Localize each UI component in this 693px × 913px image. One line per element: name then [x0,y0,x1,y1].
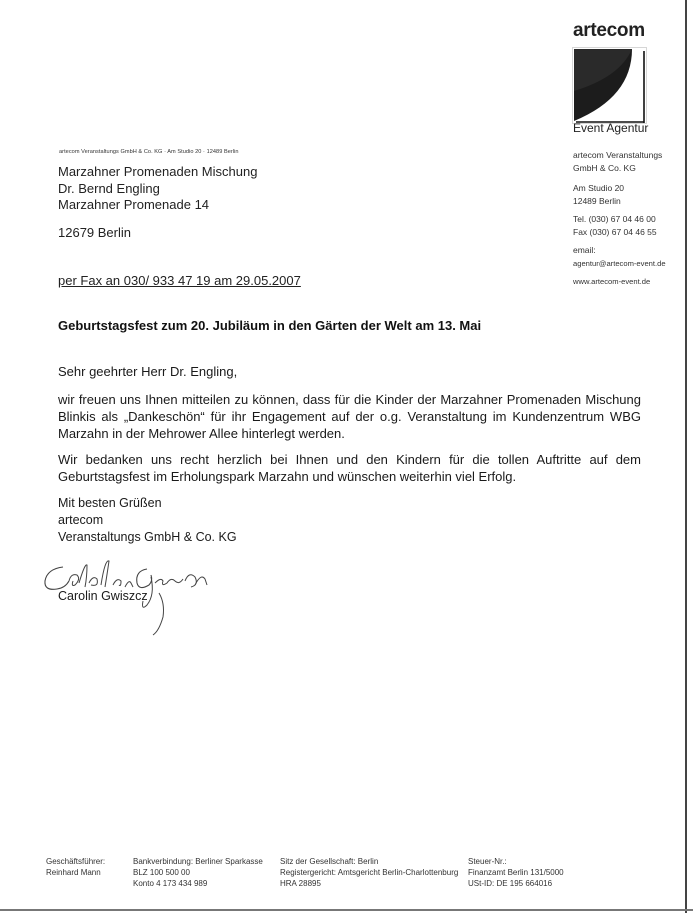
company-street: Am Studio 20 [573,183,625,193]
letter-paragraph-2: Wir bedanken uns recht herzlich bei Ihnen und den Kindern für die tollen Auftritte auf dem Geburtstagsfest im Erholungspark Marzahn und wünschen weiterhin viel Erfolg. [58,452,641,484]
company-email: agentur@artecom-event.de [573,259,666,268]
letter-subject: Geburtstagsfest zum 20. Jubiläum in den Gärten der Welt am 13. Mai [58,318,482,333]
company-name-line2: GmbH & Co. KG [573,163,636,173]
letter-paragraph-1: wir freuen uns Ihnen mitteilen zu können, dass für die Kinder der Marzahner Promenaden Mischung Blinkis als „Dankeschön“ für ihr Engagement auf der o.g. Veranstaltung im Kundenzentrum WBG Marzahn in der Mehrower Allee hinterlegt werden. [58,392,641,441]
recipient-street: Marzahner Promenade 14 [58,197,210,212]
footer-management-name: Reinhard Mann [46,868,101,877]
footer-registration [280,856,458,889]
footer-bank-code: BLZ 100 500 00 [133,868,190,877]
company-website: www.artecom-event.de [573,277,651,286]
footer-bank-label: Bankverbindung: Berliner Sparkasse [133,857,263,866]
scan-edge-bottom [0,909,693,911]
company-logo-mark [572,47,647,124]
closing-company-full: Veranstaltungs GmbH & Co. KG [58,530,237,544]
company-name-line1: artecom Veranstaltungs [573,150,663,160]
company-logo-wordmark: artecom [573,20,645,41]
footer-hrb: HRA 28895 [280,879,321,888]
company-fax: Fax (030) 67 04 46 55 [573,227,657,237]
footer-tax-office: Finanzamt Berlin 131/5000 [468,868,564,877]
company-phone: Tel. (030) 67 04 46 00 [573,214,656,224]
closing-greeting: Mit besten Grüßen [58,496,162,510]
footer-tax [468,856,564,889]
footer-court: Registergericht: Amtsgericht Berlin-Charlottenburg [280,868,459,877]
footer-bank [133,856,263,889]
footer-tax-label: Steuer-Nr.: [468,857,507,866]
recipient-name: Marzahner Promenaden Mischung [58,164,258,179]
closing-company: artecom [58,513,104,527]
footer-vat-id: USt-ID: DE 195 664016 [468,879,553,888]
recipient-city: 12679 Berlin [58,225,131,240]
scan-edge-right [685,0,687,913]
footer-management [46,856,105,878]
fax-transmission-line: per Fax an 030/ 933 47 19 am 29.05.2007 [58,273,301,288]
sender-return-address: artecom Veranstaltungs GmbH & Co. KG · Am Studio 20 · 12489 Berlin [59,149,239,155]
footer-seat-label: Sitz der Gesellschaft: Berlin [280,857,379,866]
footer-management-label: Geschäftsführer: [46,857,106,866]
letter-salutation: Sehr geehrter Herr Dr. Engling, [58,364,238,379]
company-email-label: email: [573,245,596,255]
company-logo-tagline: Event Agentur [573,121,649,135]
signer-name: Carolin Gwiszcz [58,589,148,603]
company-city: 12489 Berlin [573,196,621,206]
footer-bank-account: Konto 4 173 434 989 [133,879,208,888]
recipient-contact: Dr. Bernd Engling [58,181,160,196]
